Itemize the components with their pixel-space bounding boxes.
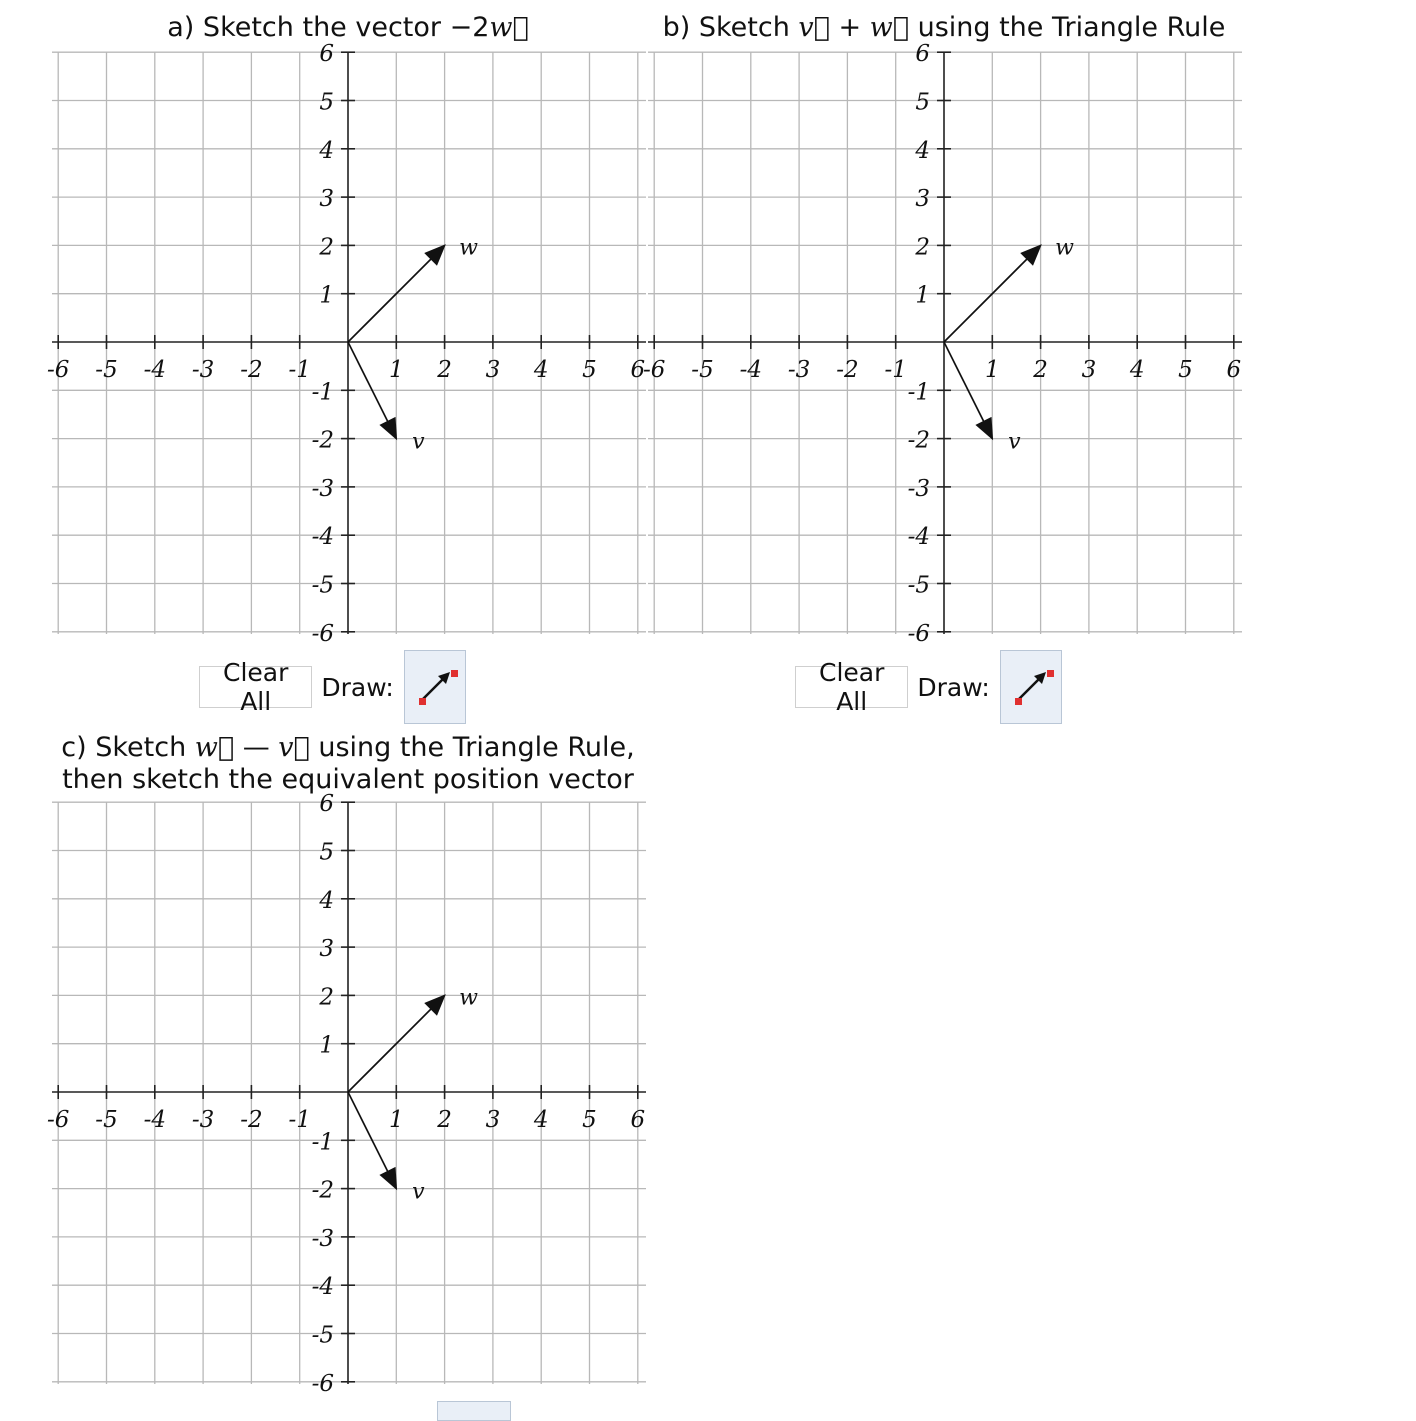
vector-label-w: w	[459, 235, 479, 261]
x-tick-label: -5	[691, 357, 714, 383]
y-tick-label: 2	[319, 234, 334, 261]
y-tick-label: -6	[311, 620, 334, 647]
x-tick-label: -2	[240, 357, 263, 383]
y-tick-label: 4	[319, 137, 334, 164]
y-tick-label: 2	[319, 984, 334, 1011]
title-text: a) Sketch the vector	[167, 12, 450, 43]
x-tick-label: -6	[46, 357, 70, 383]
x-tick-label: -2	[240, 1107, 263, 1133]
y-tick-label: -1	[311, 1129, 334, 1156]
vector-draw-icon	[1001, 657, 1061, 717]
y-tick-label: 1	[319, 1032, 334, 1059]
y-tick-label: -2	[311, 1177, 334, 1204]
x-tick-label: 1	[388, 357, 404, 383]
x-tick-label: -4	[143, 1107, 167, 1133]
y-tick-label: -5	[907, 572, 930, 599]
title-text: b) Sketch	[662, 12, 799, 43]
vector-label-v: v	[412, 429, 425, 455]
x-tick-label: 1	[388, 1107, 404, 1133]
vector-draw-tool-button[interactable]	[437, 1401, 511, 1421]
x-tick-label: -2	[836, 357, 859, 383]
y-tick-label: 5	[319, 839, 334, 866]
y-tick-label: -4	[311, 524, 334, 551]
vector-label-w: w	[1055, 235, 1075, 261]
y-tick-label: -3	[311, 475, 334, 502]
vector-draw-tool-button[interactable]	[1000, 650, 1062, 724]
panel-a-title	[0, 12, 696, 43]
x-tick-label: -3	[191, 357, 215, 383]
x-tick-label: 3	[485, 357, 501, 383]
vector-label-w: w	[459, 985, 479, 1011]
title-vector-symbol: w⃗	[489, 12, 529, 43]
title-text: +	[829, 12, 870, 43]
y-tick-label: -5	[311, 1322, 334, 1349]
y-tick-label: -6	[311, 1370, 334, 1397]
x-tick-label: -3	[787, 357, 811, 383]
vector-draw-tool-button[interactable]	[404, 650, 466, 724]
x-tick-label: -1	[884, 357, 907, 383]
x-tick-label: 2	[437, 1107, 452, 1133]
x-tick-label: 2	[437, 357, 452, 383]
y-tick-label: 2	[915, 234, 930, 261]
title-vector-symbol: v⃗	[278, 732, 310, 763]
x-tick-label: 4	[1129, 357, 1145, 383]
title-vector-symbol: w⃗	[194, 732, 235, 763]
draw-label: Draw:	[917, 672, 990, 702]
x-tick-label: 4	[533, 357, 549, 383]
x-tick-label: 5	[582, 1107, 597, 1133]
title-text: −2	[449, 12, 490, 43]
x-tick-label: 5	[1178, 357, 1193, 383]
draw-label: Draw:	[321, 672, 394, 702]
y-tick-label: -6	[907, 620, 930, 647]
y-tick-label: -4	[311, 1274, 334, 1301]
y-tick-label: 1	[915, 282, 930, 309]
title-text: —	[234, 732, 279, 763]
x-tick-label: -6	[46, 1107, 70, 1133]
y-tick-label: 6	[319, 41, 334, 68]
panel-c-graph[interactable]	[46, 791, 646, 1397]
y-tick-label: 3	[319, 186, 334, 213]
title-vector-symbol: w⃗	[869, 12, 909, 43]
title-text: c) Sketch	[61, 732, 195, 763]
panel-b-controls	[795, 650, 1062, 724]
x-tick-label: -5	[95, 1107, 118, 1133]
y-tick-label: 1	[319, 282, 334, 309]
vector-draw-icon	[405, 657, 465, 717]
panel-b-graph[interactable]	[642, 41, 1242, 647]
y-tick-label: 3	[319, 936, 334, 963]
y-tick-label: -2	[311, 427, 334, 454]
y-tick-label: -4	[907, 524, 930, 551]
x-tick-label: -4	[143, 357, 167, 383]
panel-b-title	[596, 12, 1292, 43]
y-tick-label: 6	[915, 41, 930, 68]
x-tick-label: 6	[1226, 357, 1242, 383]
y-tick-label: 4	[915, 137, 930, 164]
panel-c-title	[0, 732, 696, 763]
y-tick-label: 6	[319, 791, 334, 818]
clear-all-button[interactable]: Clear All	[199, 666, 312, 708]
x-tick-label: 5	[582, 357, 597, 383]
title-vector-symbol: v⃗	[798, 12, 830, 43]
y-tick-label: -3	[311, 1225, 334, 1252]
y-tick-label: 3	[915, 186, 930, 213]
y-tick-label: 4	[319, 887, 334, 914]
x-tick-label: -4	[739, 357, 763, 383]
y-tick-label: -1	[311, 379, 334, 406]
x-tick-label: -3	[191, 1107, 215, 1133]
vector-label-v: v	[412, 1179, 425, 1205]
title-text: using the Triangle Rule,	[309, 732, 635, 763]
x-tick-label: 2	[1033, 357, 1048, 383]
x-tick-label: -1	[288, 1107, 311, 1133]
x-tick-label: 6	[630, 357, 646, 383]
y-tick-label: -2	[907, 427, 930, 454]
y-tick-label: 5	[319, 89, 334, 116]
panel-c-title-line2: then sketch the equivalent position vector	[62, 764, 634, 795]
x-tick-label: 6	[630, 1107, 646, 1133]
x-tick-label: 3	[1081, 357, 1097, 383]
x-tick-label: 1	[984, 357, 1000, 383]
y-tick-label: -1	[907, 379, 930, 406]
x-tick-label: -1	[288, 357, 311, 383]
panel-a-graph[interactable]	[46, 41, 646, 647]
y-tick-label: -3	[907, 475, 930, 502]
x-tick-label: -5	[95, 357, 118, 383]
vector-label-v: v	[1008, 429, 1021, 455]
y-tick-label: -5	[311, 572, 334, 599]
clear-all-button[interactable]: Clear All	[795, 666, 908, 708]
panel-a-controls	[199, 650, 466, 724]
x-tick-label: 4	[533, 1107, 549, 1133]
title-text: using the Triangle Rule	[909, 12, 1226, 43]
y-tick-label: 5	[915, 89, 930, 116]
x-tick-label: 3	[485, 1107, 501, 1133]
x-tick-label: -6	[642, 357, 666, 383]
